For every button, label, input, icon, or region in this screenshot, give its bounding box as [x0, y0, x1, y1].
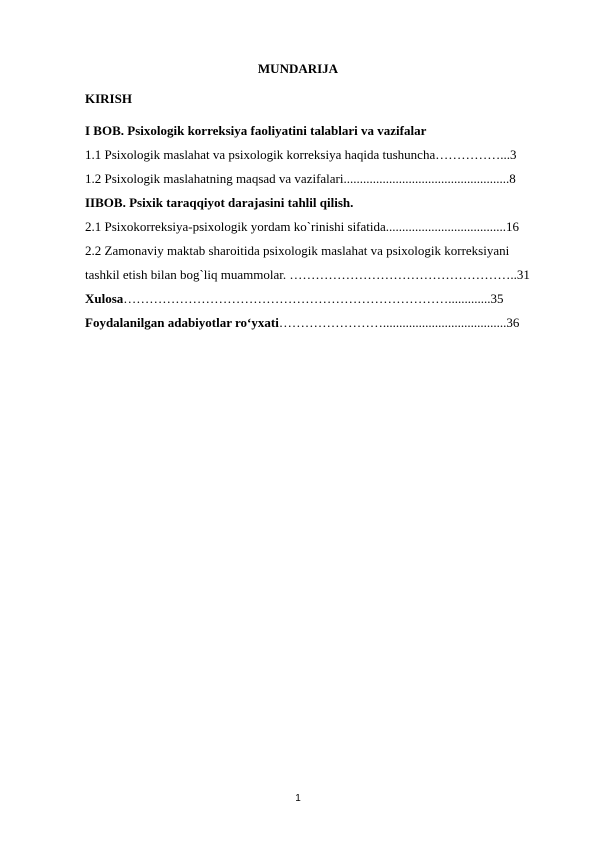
- document-title: MUNDARIJA: [257, 61, 339, 76]
- toc-entry-chapter-2: IIBOB. Psixik taraqqiyot darajasini tahlil qilish.: [85, 195, 354, 210]
- toc-entry-1-2: 1.2 Psixologik maslahatning maqsad va vazifalari...................................................8: [85, 171, 516, 186]
- toc-entry-bibliography-leader: ……………………......................................36: [278, 315, 520, 330]
- toc-entry-2-1: 2.1 Psixokorreksiya-psixologik yordam ko`rinishi sifatida.....................................16: [85, 219, 520, 234]
- toc-entry-xulosa-leader: ………………………………………………………………….............35: [123, 291, 504, 306]
- toc-entry-chapter-1: I BOB. Psixologik korreksiya faoliyatini talablari va vazifalar: [85, 123, 427, 138]
- toc-entry-2-2-line-2: tashkil etish bilan bog`liq muammolar. ……………………………………………..31: [85, 267, 530, 282]
- toc-entry-2-2-line-1: 2.2 Zamonaviy maktab sharoitida psixologik maslahat va psixologik korreksiyani: [85, 243, 510, 258]
- page-number: 1: [295, 793, 301, 804]
- toc-entry-1-1: 1.1 Psixologik maslahat va psixologik korreksiya haqida tushuncha……………...3: [85, 147, 517, 162]
- toc-entry-xulosa-label: Xulosa: [85, 291, 124, 306]
- toc-entry-bibliography: [85, 315, 557, 331]
- toc-entry-xulosa: [85, 291, 557, 307]
- toc-entry-kirish: KIRISH: [85, 91, 132, 106]
- toc-entry-bibliography-label: Foydalanilgan adabiyotlar ro‘yxati: [85, 315, 279, 330]
